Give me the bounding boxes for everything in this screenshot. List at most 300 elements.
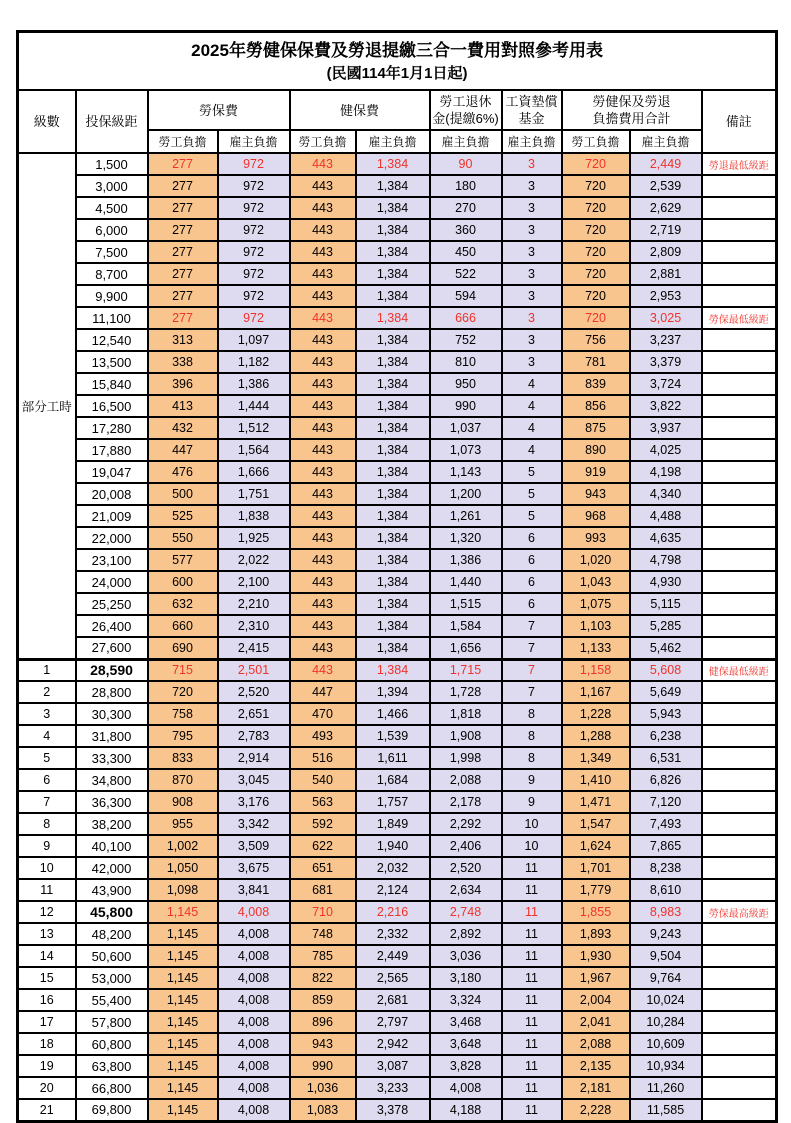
cell-pension-employer: 4,188 (430, 1099, 502, 1121)
cell-wage-fund-employer: 11 (502, 945, 562, 967)
cell-labor-employer: 972 (218, 263, 290, 285)
cell-remark (702, 1055, 777, 1077)
table-row (18, 879, 777, 901)
cell-health-employee: 896 (290, 1011, 356, 1033)
cell-wage-fund-employer: 7 (502, 615, 562, 637)
cell-pension-employer: 522 (430, 263, 502, 285)
table-row (18, 989, 777, 1011)
col-header-total (562, 90, 702, 130)
cell-health-employee: 443 (290, 395, 356, 417)
cell-total-employer: 7,493 (630, 813, 702, 835)
cell-total-employer: 3,237 (630, 329, 702, 351)
cell-total-employee: 1,410 (562, 769, 630, 791)
cell-labor-employee: 715 (148, 659, 218, 681)
cell-total-employee: 993 (562, 527, 630, 549)
cell-total-employee: 1,701 (562, 857, 630, 879)
cell-bracket: 17,280 (76, 417, 148, 439)
cell-total-employer: 4,798 (630, 549, 702, 571)
cell-health-employee: 822 (290, 967, 356, 989)
cell-pension-employer: 950 (430, 373, 502, 395)
cell-labor-employer: 1,925 (218, 527, 290, 549)
cell-labor-employee: 795 (148, 725, 218, 747)
cell-bracket: 4,500 (76, 197, 148, 219)
cell-labor-employer: 2,501 (218, 659, 290, 681)
cell-total-employee: 1,930 (562, 945, 630, 967)
cell-health-employer: 2,449 (356, 945, 430, 967)
cell-pension-employer: 3,648 (430, 1033, 502, 1055)
cell-labor-employee: 870 (148, 769, 218, 791)
cell-remark (702, 1033, 777, 1055)
wage-fund-header-line1: 工資墊償 (505, 94, 558, 109)
cell-total-employer: 8,983 (630, 901, 702, 923)
cell-labor-employee: 277 (148, 153, 218, 175)
cell-remark (702, 945, 777, 967)
cell-remark (702, 505, 777, 527)
cell-bracket: 3,000 (76, 175, 148, 197)
cell-wage-fund-employer: 4 (502, 417, 562, 439)
cell-labor-employee: 1,145 (148, 967, 218, 989)
cell-labor-employee: 277 (148, 263, 218, 285)
cell-bracket: 53,000 (76, 967, 148, 989)
cell-health-employer: 1,384 (356, 395, 430, 417)
cell-total-employee: 1,020 (562, 549, 630, 571)
cell-labor-employer: 1,444 (218, 395, 290, 417)
cell-health-employer: 1,384 (356, 659, 430, 681)
cell-labor-employee: 955 (148, 813, 218, 835)
cell-health-employer: 1,384 (356, 571, 430, 593)
table-row (18, 791, 777, 813)
cell-remark (702, 1011, 777, 1033)
cell-health-employee: 859 (290, 989, 356, 1011)
header-group-row (18, 90, 777, 130)
cell-health-employee: 493 (290, 725, 356, 747)
cell-total-employee: 1,624 (562, 835, 630, 857)
cell-labor-employee: 1,145 (148, 923, 218, 945)
cell-wage-fund-employer: 11 (502, 1077, 562, 1099)
cell-remark (702, 241, 777, 263)
cell-pension-employer: 3,036 (430, 945, 502, 967)
cell-labor-employee: 338 (148, 351, 218, 373)
cell-remark (702, 747, 777, 769)
cell-total-employee: 1,349 (562, 747, 630, 769)
cell-labor-employer: 972 (218, 197, 290, 219)
subheader-labor-employer: 雇主負擔 (218, 130, 290, 153)
cell-total-employer: 4,930 (630, 571, 702, 593)
cell-wage-fund-employer: 6 (502, 549, 562, 571)
cell-total-employer: 4,198 (630, 461, 702, 483)
table-row (18, 769, 777, 791)
cell-remark (702, 703, 777, 725)
cell-health-employee: 443 (290, 373, 356, 395)
cell-bracket: 36,300 (76, 791, 148, 813)
cell-health-employer: 1,384 (356, 527, 430, 549)
cell-health-employer: 1,384 (356, 373, 430, 395)
cell-pension-employer: 594 (430, 285, 502, 307)
cell-bracket: 8,700 (76, 263, 148, 285)
cell-labor-employer: 4,008 (218, 1099, 290, 1121)
cell-bracket: 34,800 (76, 769, 148, 791)
cell-wage-fund-employer: 3 (502, 197, 562, 219)
subheader-health-employer: 雇主負擔 (356, 130, 430, 153)
table-row (18, 483, 777, 505)
cell-remark (702, 835, 777, 857)
cell-level: 14 (18, 945, 76, 967)
table-row (18, 703, 777, 725)
cell-health-employer: 1,384 (356, 329, 430, 351)
cell-bracket: 24,000 (76, 571, 148, 593)
cell-pension-employer: 3,468 (430, 1011, 502, 1033)
cell-health-employee: 470 (290, 703, 356, 725)
cell-labor-employee: 660 (148, 615, 218, 637)
cell-level: 19 (18, 1055, 76, 1077)
table-row (18, 527, 777, 549)
cell-pension-employer: 2,634 (430, 879, 502, 901)
cell-pension-employer: 270 (430, 197, 502, 219)
cell-pension-employer: 3,180 (430, 967, 502, 989)
cell-health-employer: 2,797 (356, 1011, 430, 1033)
cell-bracket: 50,600 (76, 945, 148, 967)
cell-wage-fund-employer: 8 (502, 747, 562, 769)
table-row (18, 417, 777, 439)
cell-total-employer: 10,024 (630, 989, 702, 1011)
cell-labor-employee: 413 (148, 395, 218, 417)
cell-health-employer: 1,384 (356, 549, 430, 571)
cell-pension-employer: 2,178 (430, 791, 502, 813)
cell-total-employee: 1,471 (562, 791, 630, 813)
cell-health-employee: 443 (290, 153, 356, 175)
table-row (18, 285, 777, 307)
cell-pension-employer: 2,892 (430, 923, 502, 945)
cell-bracket: 43,900 (76, 879, 148, 901)
cell-pension-employer: 90 (430, 153, 502, 175)
cell-wage-fund-employer: 7 (502, 637, 562, 659)
cell-total-employee: 720 (562, 241, 630, 263)
cell-total-employee: 781 (562, 351, 630, 373)
cell-health-employer: 2,942 (356, 1033, 430, 1055)
cell-wage-fund-employer: 8 (502, 725, 562, 747)
cell-health-employer: 1,384 (356, 263, 430, 285)
cell-level: 17 (18, 1011, 76, 1033)
cell-health-employee: 1,036 (290, 1077, 356, 1099)
table-row (18, 1099, 777, 1121)
cell-health-employee: 443 (290, 439, 356, 461)
cell-labor-employer: 3,509 (218, 835, 290, 857)
col-header-pension (430, 90, 502, 130)
subheader-total-employee: 勞工負擔 (562, 130, 630, 153)
cell-wage-fund-employer: 11 (502, 879, 562, 901)
cell-total-employee: 1,103 (562, 615, 630, 637)
cell-health-employer: 1,940 (356, 835, 430, 857)
cell-wage-fund-employer: 8 (502, 703, 562, 725)
cell-total-employee: 2,135 (562, 1055, 630, 1077)
cell-health-employee: 943 (290, 1033, 356, 1055)
cell-pension-employer: 1,728 (430, 681, 502, 703)
cell-remark (702, 637, 777, 659)
cell-health-employer: 1,384 (356, 351, 430, 373)
cell-total-employer: 5,115 (630, 593, 702, 615)
cell-wage-fund-employer: 3 (502, 351, 562, 373)
cell-pension-employer: 1,320 (430, 527, 502, 549)
table-row (18, 835, 777, 857)
cell-labor-employer: 2,520 (218, 681, 290, 703)
cell-remark (702, 263, 777, 285)
cell-labor-employer: 2,651 (218, 703, 290, 725)
cell-remark (702, 725, 777, 747)
cell-bracket: 45,800 (76, 901, 148, 923)
cell-bracket: 30,300 (76, 703, 148, 725)
cell-labor-employee: 277 (148, 197, 218, 219)
cell-labor-employee: 550 (148, 527, 218, 549)
cell-pension-employer: 1,656 (430, 637, 502, 659)
cell-health-employer: 1,466 (356, 703, 430, 725)
cell-total-employer: 10,934 (630, 1055, 702, 1077)
cell-pension-employer: 450 (430, 241, 502, 263)
cell-total-employee: 2,181 (562, 1077, 630, 1099)
cell-bracket: 55,400 (76, 989, 148, 1011)
cell-health-employer: 1,384 (356, 505, 430, 527)
cell-pension-employer: 1,515 (430, 593, 502, 615)
page-title: 2025年勞健保保費及勞退提繳三合一費用對照參考用表 (191, 41, 603, 60)
level-group-label: 部分工時 (18, 153, 76, 659)
cell-bracket: 28,590 (76, 659, 148, 681)
cell-health-employee: 1,083 (290, 1099, 356, 1121)
cell-pension-employer: 2,406 (430, 835, 502, 857)
cell-health-employee: 443 (290, 285, 356, 307)
cell-bracket: 66,800 (76, 1077, 148, 1099)
table-row (18, 1033, 777, 1055)
cell-health-employee: 443 (290, 659, 356, 681)
table-row (18, 945, 777, 967)
cell-total-employee: 875 (562, 417, 630, 439)
cell-labor-employer: 4,008 (218, 967, 290, 989)
subheader-pension-employer: 雇主負擔 (430, 130, 502, 153)
cell-total-employee: 720 (562, 175, 630, 197)
cell-health-employee: 443 (290, 593, 356, 615)
cell-remark (702, 1099, 777, 1121)
cell-level: 5 (18, 747, 76, 769)
cell-labor-employee: 476 (148, 461, 218, 483)
table-row (18, 351, 777, 373)
cell-labor-employer: 2,415 (218, 637, 290, 659)
cell-pension-employer: 752 (430, 329, 502, 351)
table-row (18, 747, 777, 769)
cell-bracket: 27,600 (76, 637, 148, 659)
table-row (18, 439, 777, 461)
table-row (18, 219, 777, 241)
cell-labor-employee: 277 (148, 219, 218, 241)
cell-labor-employer: 2,310 (218, 615, 290, 637)
cell-level: 1 (18, 659, 76, 681)
cell-total-employer: 8,610 (630, 879, 702, 901)
cell-pension-employer: 4,008 (430, 1077, 502, 1099)
cell-wage-fund-employer: 4 (502, 373, 562, 395)
cell-pension-employer: 1,386 (430, 549, 502, 571)
table-row (18, 549, 777, 571)
cell-labor-employee: 313 (148, 329, 218, 351)
cell-labor-employer: 972 (218, 285, 290, 307)
cell-total-employer: 4,635 (630, 527, 702, 549)
table-row (18, 659, 777, 681)
cell-bracket: 23,100 (76, 549, 148, 571)
cell-total-employer: 2,539 (630, 175, 702, 197)
cell-labor-employer: 4,008 (218, 1033, 290, 1055)
cell-total-employer: 9,504 (630, 945, 702, 967)
cell-pension-employer: 2,748 (430, 901, 502, 923)
cell-remark: 健保最低級距 (702, 659, 777, 681)
cell-wage-fund-employer: 11 (502, 923, 562, 945)
cell-pension-employer: 1,818 (430, 703, 502, 725)
cell-bracket: 25,250 (76, 593, 148, 615)
cell-wage-fund-employer: 11 (502, 1055, 562, 1077)
cell-health-employee: 785 (290, 945, 356, 967)
cell-level: 18 (18, 1033, 76, 1055)
cell-health-employer: 3,087 (356, 1055, 430, 1077)
cell-health-employee: 443 (290, 461, 356, 483)
subheader-wage-fund-employer: 雇主負擔 (502, 130, 562, 153)
cell-wage-fund-employer: 3 (502, 153, 562, 175)
cell-total-employee: 1,855 (562, 901, 630, 923)
table-row (18, 571, 777, 593)
cell-health-employer: 3,378 (356, 1099, 430, 1121)
cell-bracket: 22,000 (76, 527, 148, 549)
col-header-health-insurance: 健保費 (290, 90, 430, 130)
cell-labor-employee: 833 (148, 747, 218, 769)
cell-total-employer: 6,826 (630, 769, 702, 791)
cell-labor-employee: 1,145 (148, 989, 218, 1011)
cell-labor-employee: 1,098 (148, 879, 218, 901)
cell-labor-employee: 600 (148, 571, 218, 593)
cell-health-employer: 3,233 (356, 1077, 430, 1099)
cell-health-employee: 651 (290, 857, 356, 879)
cell-labor-employee: 277 (148, 285, 218, 307)
cell-wage-fund-employer: 3 (502, 241, 562, 263)
cell-bracket: 20,008 (76, 483, 148, 505)
cell-level: 13 (18, 923, 76, 945)
premium-reference-sheet (16, 30, 778, 1123)
cell-remark: 勞保最高級距 (702, 901, 777, 923)
cell-pension-employer: 1,584 (430, 615, 502, 637)
cell-total-employee: 890 (562, 439, 630, 461)
cell-total-employee: 2,228 (562, 1099, 630, 1121)
cell-labor-employer: 1,564 (218, 439, 290, 461)
cell-labor-employer: 4,008 (218, 901, 290, 923)
total-header-line2: 負擔費用合計 (592, 111, 671, 126)
table-row (18, 197, 777, 219)
cell-remark (702, 285, 777, 307)
cell-wage-fund-employer: 3 (502, 329, 562, 351)
cell-health-employer: 2,681 (356, 989, 430, 1011)
cell-remark (702, 791, 777, 813)
cell-pension-employer: 990 (430, 395, 502, 417)
cell-total-employee: 1,893 (562, 923, 630, 945)
table-row (18, 637, 777, 659)
cell-total-employer: 11,260 (630, 1077, 702, 1099)
cell-remark (702, 593, 777, 615)
cell-labor-employee: 1,145 (148, 945, 218, 967)
cell-wage-fund-employer: 5 (502, 461, 562, 483)
cell-remark: 勞退最低級距 (702, 153, 777, 175)
cell-total-employee: 1,158 (562, 659, 630, 681)
cell-labor-employer: 2,783 (218, 725, 290, 747)
cell-bracket: 6,000 (76, 219, 148, 241)
cell-remark (702, 681, 777, 703)
cell-labor-employee: 277 (148, 175, 218, 197)
cell-wage-fund-employer: 11 (502, 1033, 562, 1055)
cell-health-employee: 443 (290, 637, 356, 659)
table-row (18, 681, 777, 703)
cell-labor-employer: 1,838 (218, 505, 290, 527)
cell-total-employer: 11,585 (630, 1099, 702, 1121)
cell-level: 16 (18, 989, 76, 1011)
cell-labor-employer: 4,008 (218, 989, 290, 1011)
cell-health-employee: 443 (290, 329, 356, 351)
cell-bracket: 1,500 (76, 153, 148, 175)
cell-bracket: 21,009 (76, 505, 148, 527)
cell-labor-employee: 1,145 (148, 1055, 218, 1077)
table-row (18, 241, 777, 263)
cell-health-employee: 681 (290, 879, 356, 901)
cell-pension-employer: 1,998 (430, 747, 502, 769)
table-row (18, 813, 777, 835)
cell-health-employee: 443 (290, 483, 356, 505)
cell-pension-employer: 1,715 (430, 659, 502, 681)
pension-header-line1: 勞工退休 (439, 94, 492, 109)
cell-bracket: 42,000 (76, 857, 148, 879)
cell-bracket: 31,800 (76, 725, 148, 747)
cell-total-employer: 7,865 (630, 835, 702, 857)
cell-level: 11 (18, 879, 76, 901)
cell-health-employee: 622 (290, 835, 356, 857)
cell-health-employer: 2,332 (356, 923, 430, 945)
cell-pension-employer: 3,324 (430, 989, 502, 1011)
cell-total-employee: 2,041 (562, 1011, 630, 1033)
cell-bracket: 19,047 (76, 461, 148, 483)
wage-fund-header-line2: 基金 (518, 111, 545, 126)
cell-pension-employer: 180 (430, 175, 502, 197)
cell-health-employee: 990 (290, 1055, 356, 1077)
cell-bracket: 63,800 (76, 1055, 148, 1077)
cell-labor-employer: 1,182 (218, 351, 290, 373)
cell-wage-fund-employer: 3 (502, 307, 562, 329)
cell-remark (702, 395, 777, 417)
cell-total-employee: 720 (562, 307, 630, 329)
cell-total-employee: 1,288 (562, 725, 630, 747)
table-row (18, 307, 777, 329)
cell-labor-employer: 3,176 (218, 791, 290, 813)
cell-remark (702, 373, 777, 395)
cell-wage-fund-employer: 7 (502, 659, 562, 681)
cell-labor-employee: 1,145 (148, 901, 218, 923)
cell-pension-employer: 1,200 (430, 483, 502, 505)
cell-total-employee: 1,133 (562, 637, 630, 659)
cell-total-employer: 5,943 (630, 703, 702, 725)
col-header-remark: 備註 (702, 90, 777, 153)
cell-total-employer: 4,340 (630, 483, 702, 505)
cell-bracket: 33,300 (76, 747, 148, 769)
title-cell (18, 32, 777, 91)
cell-level: 3 (18, 703, 76, 725)
cell-wage-fund-employer: 3 (502, 263, 562, 285)
cell-level: 20 (18, 1077, 76, 1099)
cell-total-employer: 3,379 (630, 351, 702, 373)
cell-labor-employee: 1,145 (148, 1011, 218, 1033)
cell-wage-fund-employer: 5 (502, 483, 562, 505)
cell-total-employer: 9,764 (630, 967, 702, 989)
pension-header-line2: 金(提繳6%) (432, 111, 499, 126)
cell-remark (702, 967, 777, 989)
cell-labor-employer: 4,008 (218, 1011, 290, 1033)
cell-health-employee: 563 (290, 791, 356, 813)
